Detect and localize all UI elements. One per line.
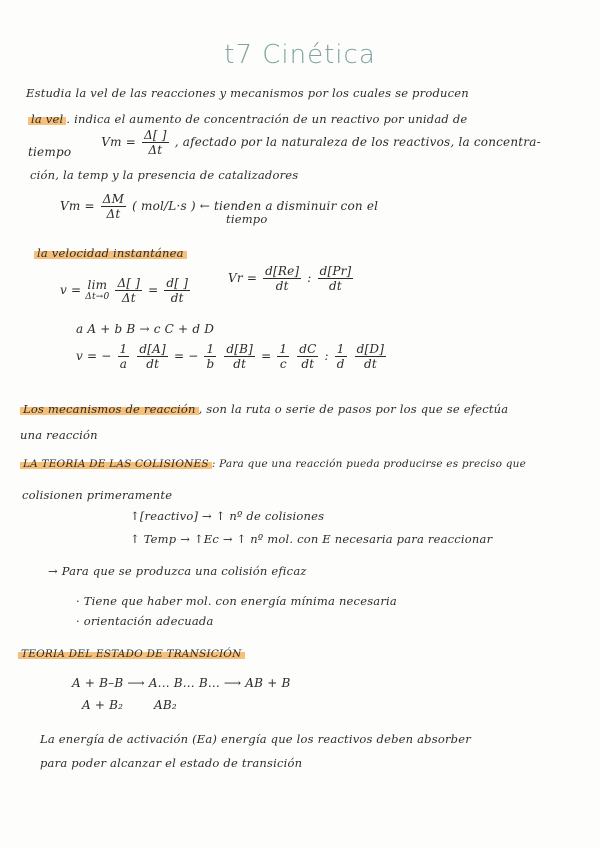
vm-note: ← tienden a disminuir con el [199, 199, 379, 213]
instant-formula: v = lim Δt→0 $\frac{\Delta[ ]}{\Delta t}$ = $\frac{d[ ]}{dt}$ [60, 276, 189, 305]
vr-fraction-1: $\frac{d[Re]}{dt}$ [265, 264, 300, 293]
highlight-vel: la vel [28, 112, 66, 126]
reaction-equation: a A + b B → c C + d D [76, 322, 215, 336]
collisions-line-2: colisionen primeramente [22, 488, 173, 502]
activation-energy-line-2: para poder alcanzar el estado de transición [40, 756, 303, 770]
mechanisms-line-2: una reacción [20, 428, 98, 442]
word-tiempo: tiempo [28, 145, 72, 159]
intro-line-3 [28, 128, 541, 157]
collisions-bullet-2: ↑ Temp → ↑Ec → ↑ nº mol. con E necesaria para reaccionar [130, 532, 493, 546]
transition-reaction-1: A + B–B ⟶ A... B... B... ⟶ AB + B [72, 676, 291, 690]
transition-heading: TEORIA DEL ESTADO DE TRANSICIÓN [18, 648, 245, 660]
intro-line-2 [28, 112, 467, 126]
intro-line-3-text: , afectado por la naturaleza de los reactivos, la concentra- [174, 135, 541, 149]
vm-note-line-2: tiempo [226, 212, 268, 226]
vr-fraction-2: $\frac{d[Pr]}{dt}$ [319, 264, 352, 293]
intro-line-1: Estudia la vel de las reacciones y mecanismos por los cuales se producen [26, 86, 469, 100]
collisions-condition-1: · Tiene que haber mol. con energía mínima necesaria [76, 594, 397, 608]
intro-line-4: ción, la temp y la presencia de catalizadores [30, 168, 299, 182]
vm-formula: Vm = $\frac{\Delta M}{\Delta t}$ ( mol/L·s ) ← tienden a disminuir con el [60, 192, 379, 221]
rate-equation: v = − $\frac{1}{a}$ $\frac{d[A]}{dt}$ = − $\frac{1}{b}$ $\frac{d[B]}{dt}$ = $\frac{1}{c}$ $\frac{dC}{dt}$ : $\frac{1}{d}$ $\frac{d[D]}{dt}$ [76, 342, 385, 371]
collisions-line-1: LA TEORIA DE LAS COLISIONES : Para que una reacción pueda producirse es preciso que [20, 458, 526, 470]
mechanisms-line-1: Los mecanismos de reacción , son la ruta o serie de pasos por los que se efectúa [20, 402, 508, 416]
instant-fraction-1: $\frac{\Delta[ ]}{\Delta t}$ [117, 276, 141, 305]
collisions-condition: → Para que se produzca una colisión eficaz [48, 564, 307, 578]
vm-fraction: $\frac{\Delta[ ]}{\Delta t}$ [144, 128, 167, 157]
transition-reaction-2a: A + B₂ [82, 698, 124, 712]
collisions-bullet-1: ↑[reactivo] → ↑ nº de colisiones [130, 509, 325, 523]
vr-formula: Vr = $\frac{d[Re]}{dt}$ : $\frac{d[Pr]}{dt}$ [228, 264, 352, 293]
page-title: t7 Cinética [224, 40, 376, 70]
intro-line-2-text: . indica el aumento de concentración de un reactivo por unidad de [66, 112, 468, 126]
instant-fraction-2: $\frac{d[ ]}{dt}$ [166, 276, 189, 305]
vm-formula-fraction: $\frac{\Delta M}{\Delta t}$ [102, 192, 125, 221]
vm-units: ( mol/L·s ) [132, 199, 196, 213]
collisions-condition-2: · orientación adecuada [76, 614, 214, 628]
activation-energy-line-1: La energía de activación (Ea) energía que los reactivos deben absorber [40, 732, 471, 746]
vm-symbol: Vm = [101, 135, 136, 149]
instant-heading: la velocidad instantánea [34, 246, 187, 260]
transition-reaction-2b: AB₂ [154, 698, 177, 712]
